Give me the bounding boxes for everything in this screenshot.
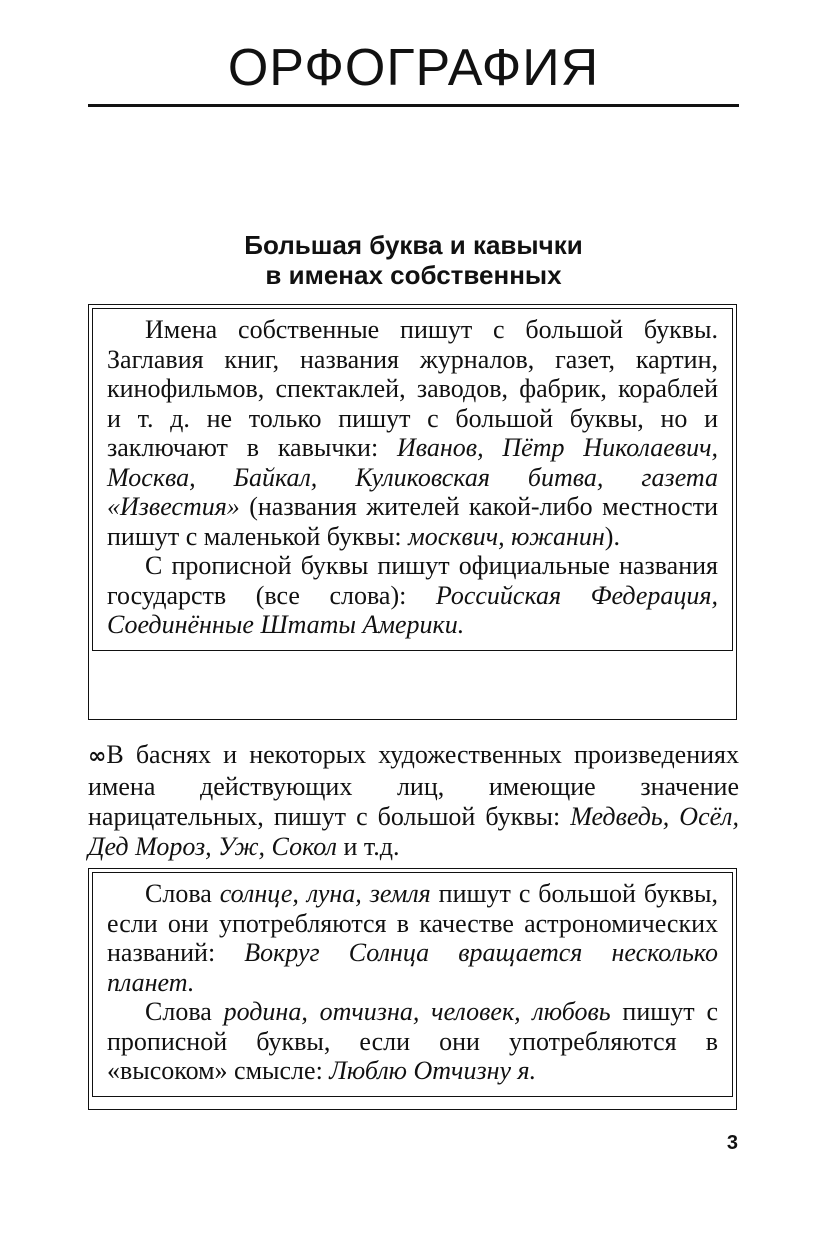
page-title: ОРФОГРАФИЯ — [227, 39, 600, 97]
note-text — [88, 740, 739, 861]
infinity-icon: ∞ — [88, 744, 103, 769]
note-paragraph — [88, 740, 739, 862]
rule-paragraph — [107, 551, 718, 640]
example-text: москвич, южанин — [408, 521, 605, 551]
title-rule — [88, 104, 739, 107]
example-text: Российская Федерация, Соединённые Штаты Америки. — [107, 580, 718, 639]
rule-box-astronomy-inner — [92, 872, 733, 1097]
body-text: ). — [604, 521, 620, 551]
body-text: Слова — [145, 879, 220, 908]
rule-paragraph — [107, 997, 718, 1086]
body-text: (названия жителей какой-либо местности пишут с маленькой буквы: — [107, 492, 718, 551]
section-heading-line2: в именах собственных — [265, 260, 562, 290]
rule-paragraph — [107, 315, 718, 551]
body-text: Слова — [145, 997, 224, 1026]
section-heading — [88, 230, 739, 290]
page-number: 3 — [726, 1132, 738, 1154]
example-text: Иванов, Пётр Николаевич, Москва, Байкал, Куликовская битва, газета «Известия» — [107, 433, 718, 521]
section-heading-line1: Большая буква и кавычки — [244, 230, 583, 260]
body-text: и т.д. — [336, 832, 400, 861]
body-text: С прописной буквы пишут официальные названия государств (все слова): — [107, 551, 718, 610]
body-text: пишут с прописной буквы, если они употребляются в «высоком» смысле: — [107, 997, 718, 1085]
body-text: пишут с большой буквы, если они употребляются в качестве астрономических названий: — [107, 879, 718, 967]
rule-box-proper-names-inner — [92, 308, 733, 651]
body-text: В баснях и некоторых художественных произведениях имена действующих лиц, имеющие значение нарицательных, пишут с большой буквы: — [88, 740, 739, 831]
example-text: родина, отчизна, человек, любовь — [223, 997, 611, 1026]
example-text: Люблю Отчизну я. — [329, 1056, 537, 1085]
example-text: Вокруг Солнца вращается несколько планет. — [107, 938, 718, 997]
rule-box-astronomy — [88, 868, 737, 1110]
rule-box-proper-names — [88, 304, 737, 720]
example-text: Медведь, Осёл, Дед Мороз, Уж, Сокол — [88, 802, 739, 861]
body-text: Имена собственные пишут с большой буквы. Заглавия книг, названия журналов, газет, картин, кинофильмов, спектаклей, заводов, фабрик, кораблей и т. д. не только пишут с большой буквы, но и заключают в кавычки: — [107, 315, 718, 462]
example-text: солнце, луна, земля — [219, 879, 431, 908]
rule-paragraph — [107, 879, 718, 997]
